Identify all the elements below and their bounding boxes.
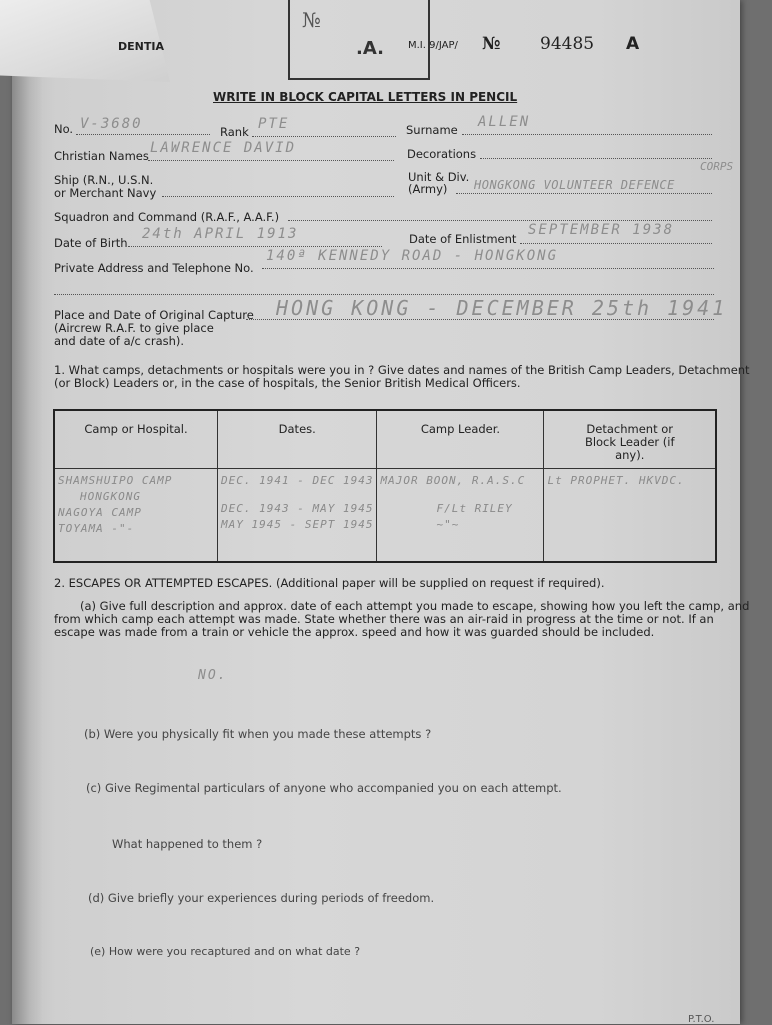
squadron-label: Squadron and Command (R.A.F., A.A.F.) [54,210,280,224]
block-leader-line: Lt PROPHET. HKVDC. [547,474,685,487]
section1-question-line2: (or Block) Leaders or, in the case of hospitals, the Senior British Medical Officers. [54,376,521,390]
unit-value-extra: CORPS [700,160,734,173]
leader-line: MAJOR BOON, R.A.S.C [380,474,526,487]
section2a-answer: NO. [198,668,228,683]
page-curl [12,0,42,1024]
no-value: V-3680 [80,116,143,132]
surname-value: ALLEN [478,114,531,130]
address-line [262,268,714,269]
ref-prefix: M.I. 9/JAP/ [408,40,458,51]
dob-label: Date of Birth [54,236,128,250]
unit-value: HONGKONG VOLUNTEER DEFENCE [474,178,675,192]
instruction-heading: WRITE IN BLOCK CAPITAL LETTERS IN PENCIL [213,90,518,104]
camp-line: SHAMSHUIPO CAMP [58,474,173,487]
camp-cell [54,469,218,563]
col-header-dates: Dates. [218,410,377,469]
camp-line: TOYAMA -"- [58,522,135,535]
enlistment-line [520,243,712,244]
leader-cell [377,469,544,563]
col-header-camp-leader: Camp Leader. [377,410,544,469]
unit-label-2: (Army) [408,182,448,196]
table-row [54,469,716,563]
confidential-tag-text: DENTIA [118,40,164,53]
block-leader-cell [544,469,716,563]
camp-line: NAGOYA CAMP [58,506,142,519]
ship-label-2: or Merchant Navy [54,186,157,200]
ref-no-label: № [482,34,501,54]
address-label: Private Address and Telephone No. [54,261,254,275]
section2a-line2: from which camp each attempt was made. State whether there was an air-raid in progress at the time or not. If an [54,612,714,626]
camp-line: HONGKONG [80,490,141,503]
ship-label: Ship (R.N., U.S.N. [54,173,154,187]
date-line: DEC. 1941 - DEC 1943 [221,474,374,487]
enlistment-label: Date of Enlistment [409,232,517,246]
col-header-camp: Camp or Hospital. [54,410,218,469]
camps-table [53,409,717,563]
christian-names-label: Christian Names [54,149,149,163]
leader-line: F/Lt RILEY [436,502,513,515]
christian-names-value: LAWRENCE DAVID [150,140,297,156]
col-header-block-leader: Detachment or Block Leader (if any). [544,410,716,469]
surname-label: Surname [406,123,458,137]
section1-question-line1: 1. What camps, detachments or hospitals were you in ? Give dates and names of the British Camp Leaders, Detachment [54,363,750,377]
rank-label: Rank [220,125,249,139]
decorations-line [480,158,712,159]
dates-cell [218,469,377,563]
stamp-number: № [302,8,321,32]
capture-label-2: (Aircrew R.A.F. to give place [54,321,214,335]
ship-line [162,196,394,197]
surname-line [462,134,712,135]
date-line: MAY 1945 - SEPT 1945 [221,518,374,531]
section2a-line3: escape was made from a train or vehicle the approx. speed and how it was guarded should be included. [54,625,655,639]
enlistment-value: SEPTEMBER 1938 [528,222,675,238]
date-line: DEC. 1943 - MAY 1945 [221,502,374,515]
rank-line [252,136,396,137]
decorations-label: Decorations [407,147,477,161]
unit-line [456,193,712,194]
capture-value: HONG KONG - DECEMBER 25th 1941 [276,296,728,320]
section2c-followup: What happened to them ? [112,837,263,851]
capture-label-3: and date of a/c crash). [54,334,185,348]
section2c-question: (c) Give Regimental particulars of anyone who accompanied you on each attempt. [86,781,562,795]
stamp-letter: .A. [356,38,384,59]
squadron-line [288,220,712,221]
dob-value: 24th APRIL 1913 [142,226,299,242]
address-line-2 [54,294,714,295]
no-label: No. [54,122,74,136]
unit-label: Unit & Div. [408,170,470,184]
capture-label: Place and Date of Original Capture [54,308,254,322]
dob-line [128,246,382,247]
rank-value: PTE [258,116,290,132]
section2b-question: (b) Were you physically fit when you made these attempts ? [84,727,432,741]
ref-suffix: A [626,34,640,54]
section2-title: 2. ESCAPES OR ATTEMPTED ESCAPES. (Additional paper will be supplied on request if required). [54,576,605,590]
pto-text: P.T.O. [688,1014,715,1025]
address-value: 140ª KENNEDY ROAD - HONGKONG [266,248,559,264]
christian-names-line [148,160,394,161]
no-line [76,134,210,135]
section2e-question: (e) How were you recaptured and on what date ? [90,945,361,958]
ref-number: 94485 [540,34,595,54]
section2d-question: (d) Give briefly your experiences during periods of freedom. [88,891,435,905]
leader-line: ~"~ [436,518,460,531]
section2a-line1: (a) Give full description and approx. date of each attempt you made to escape, showing how you left the camp, and [80,599,750,613]
